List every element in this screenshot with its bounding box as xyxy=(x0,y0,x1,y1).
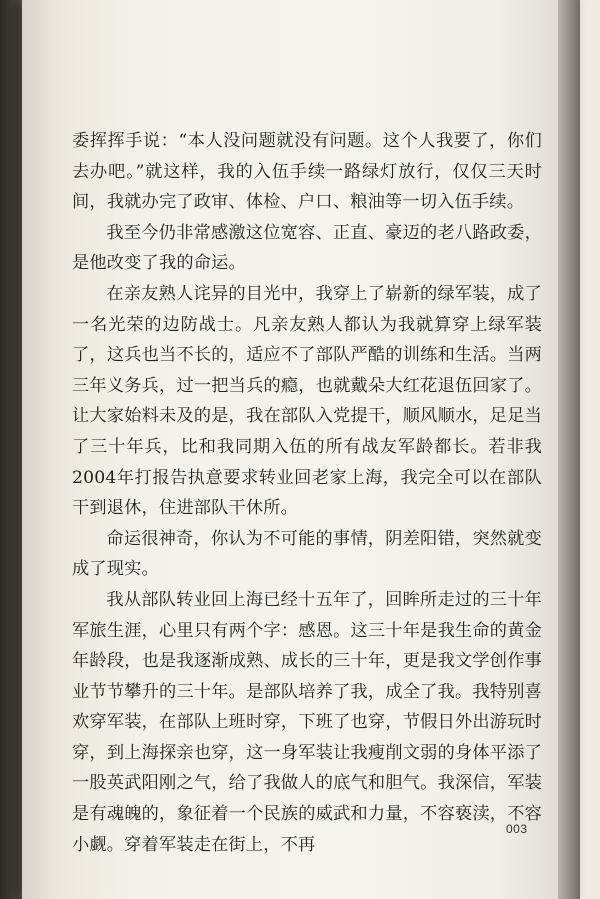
page-number: 003 xyxy=(506,822,528,836)
paragraph-3: 在亲友熟人诧异的目光中，我穿上了崭新的绿军装，成了一名光荣的边防战士。凡亲友熟人都认为我就算穿上绿军装了，这兵也当不长的，适应不了部队严酷的训练和生活。当两三年义务兵，过一把当兵的瘾，也就戴朵大红花退伍回家了。让大家始料未及的是，我在部队入党提干，顺风顺水，足足当了三十年兵，比和我同期入伍的所有战友军龄都长。若非我2004年打报告执意要求转业回老家上海，我完全可以在部队干到退休，住进部队干休所。 xyxy=(72,283,542,519)
paragraph-5: 我从部队转业回上海已经十五年了，回眸所走过的三十年军旅生涯，心里只有两个字：感恩。这三十年是我生命的黄金年龄段，也是我逐渐成熟、成长的三十年，更是我文学创作事业节节攀升的三十年。是部队培养了我，成全了我。我特别喜欢穿军装，在部队上班时穿，下班了也穿，节假日外出游玩时穿，到上海探亲也穿，这一身军装让我瘦削文弱的身体平添了一股英武阳刚之气，给了我做人的底气和胆气。我深信，军装是有魂魄的，象征着一个民族的威武和力量，不容亵渎，不容小觑。穿着军装走在街上，不再 xyxy=(72,589,542,855)
paragraph-4: 命运很神奇，你认为不可能的事情，阴差阳错，突然就变成了现实。 xyxy=(72,528,542,580)
paragraph-2: 我至今仍非常感激这位宽容、正直、豪迈的老八路政委，是他改变了我的命运。 xyxy=(72,222,542,274)
page-edge-shadow xyxy=(558,0,580,899)
body-text xyxy=(72,126,542,860)
paragraph-1: 委挥挥手说：“本人没问题就没有问题。这个人我要了，你们去办吧。”就这样，我的入伍手续一路绿灯放行，仅仅三天时间，我就办完了政审、体检、户口、粮油等一切入伍手续。 xyxy=(72,131,542,213)
book-page xyxy=(22,0,580,899)
